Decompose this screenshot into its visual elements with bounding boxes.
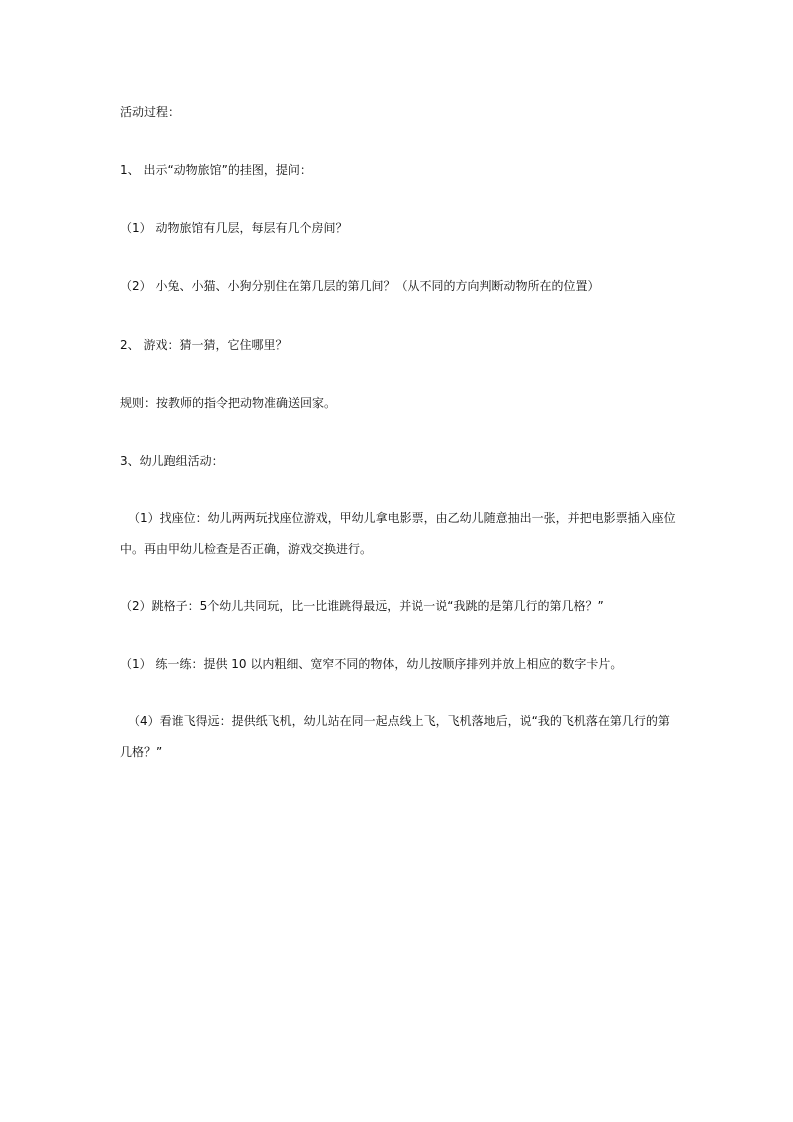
activity-hopscotch: （2）跳格子：5个幼儿共同玩，比一比谁跳得最远，并说一说“我跳的是第几行的第几格？” bbox=[120, 599, 604, 613]
section-heading: 活动过程： bbox=[120, 105, 181, 119]
question-1: （1） 动物旅馆有几层，每层有几个房间？ bbox=[120, 221, 348, 235]
list-item-3: 3、幼儿跑组活动： bbox=[120, 454, 224, 468]
list-item-1: 1、 出示“动物旅馆”的挂图，提问： bbox=[120, 163, 312, 177]
activity-find-seat: （1）找座位：幼儿两两玩找座位游戏，甲幼儿拿电影票，由乙幼儿随意抽出一张，并把电影票插入座位中。再由甲幼儿检查是否正确，游戏交换进行。 bbox=[120, 511, 676, 556]
list-item-2: 2、 游戏：猜一猜，它住哪里？ bbox=[120, 338, 288, 352]
activity-practice: （1） 练一练：提供 10 以内粗细、宽窄不同的物体，幼儿按顺序排列并放上相应的数字卡片。 bbox=[120, 657, 623, 671]
activity-paper-plane: （4）看谁飞得远：提供纸飞机，幼儿站在同一起点线上飞，飞机落地后，说“我的飞机落在第几行的第几格？” bbox=[120, 714, 670, 759]
game-rule: 规则：按教师的指令把动物准确送回家。 bbox=[120, 396, 337, 410]
question-2: （2） 小兔、小猫、小狗分别住在第几层的第几间？（从不同的方向判断动物所在的位置） bbox=[120, 279, 600, 293]
